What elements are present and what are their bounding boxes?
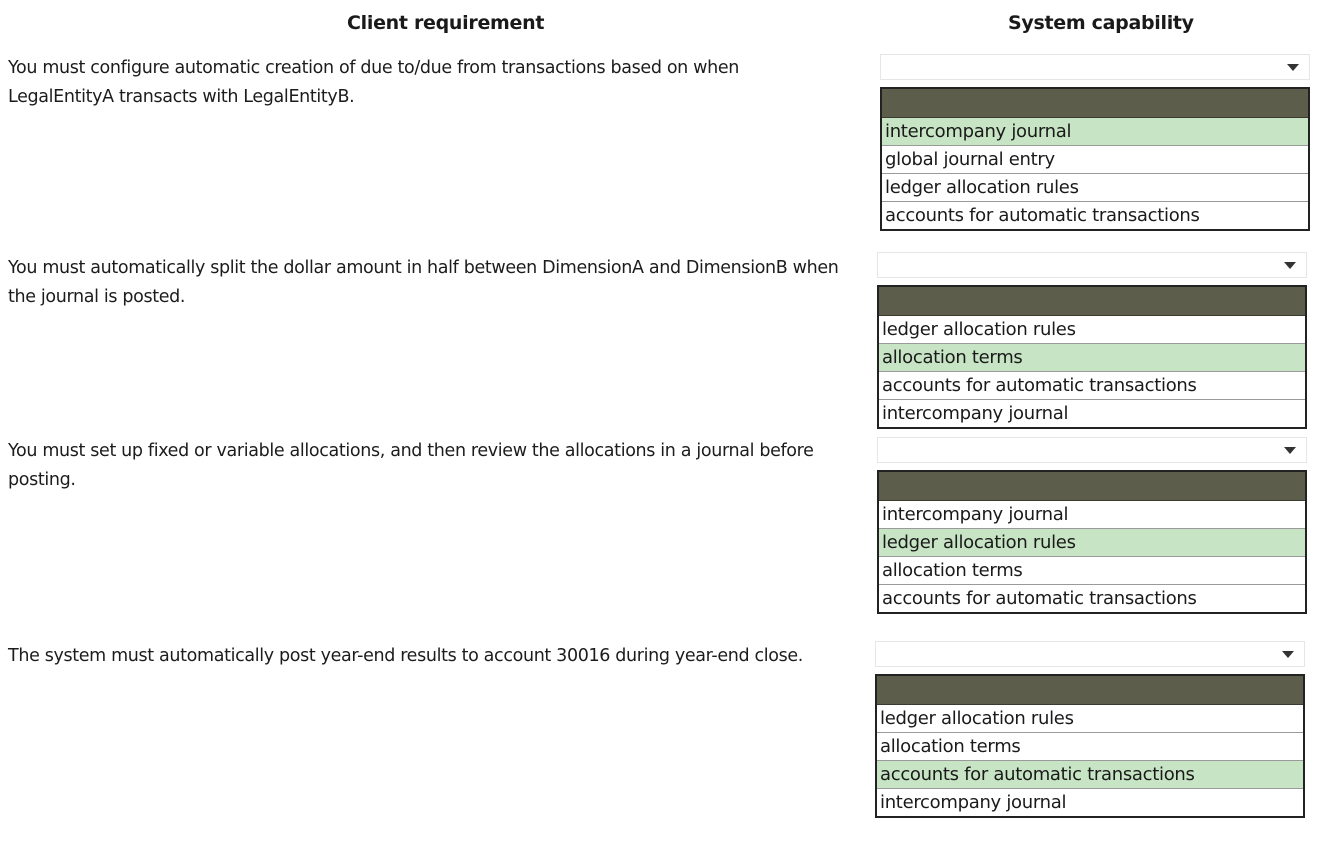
dropdown-select-box[interactable] <box>877 437 1307 463</box>
dropdown-option[interactable]: allocation terms <box>879 557 1305 585</box>
chevron-down-icon[interactable] <box>1284 447 1296 454</box>
capability-dropdown[interactable] <box>877 252 1307 429</box>
dropdown-option[interactable]: ledger allocation rules <box>882 174 1308 202</box>
dropdown-list-header <box>879 287 1305 316</box>
system-capability-header: System capability <box>1008 12 1194 34</box>
dropdown-select-box[interactable] <box>877 252 1307 278</box>
dropdown-list-header <box>879 472 1305 501</box>
dropdown-option[interactable]: intercompany journal <box>880 792 1067 813</box>
capability-dropdown[interactable] <box>880 54 1310 231</box>
client-requirement-header: Client requirement <box>347 12 545 34</box>
dropdown-option[interactable]: allocation terms <box>879 344 1305 372</box>
dropdown-option[interactable]: intercompany journal <box>879 501 1305 529</box>
dropdown-option[interactable]: accounts for automatic transactions <box>877 761 1303 789</box>
dropdown-option[interactable]: intercompany journal <box>882 118 1308 146</box>
dropdown-option[interactable]: intercompany journal <box>882 403 1069 424</box>
requirement-text: You must configure automatic creation of due to/due from transactions based on when LegalEntityA transacts with LegalEntityB. <box>8 58 739 107</box>
requirement-text: You must set up fixed or variable allocations, and then review the allocations in a journal before posting. <box>8 441 814 490</box>
chevron-down-icon[interactable] <box>1287 64 1299 71</box>
dropdown-list-header <box>882 89 1308 118</box>
dropdown-select-box[interactable] <box>880 54 1310 80</box>
dropdown-option[interactable]: global journal entry <box>882 146 1308 174</box>
requirement-text: You must automatically split the dollar amount in half between DimensionA and DimensionB when the journal is posted. <box>8 258 839 307</box>
dropdown-option[interactable]: accounts for automatic transactions <box>885 205 1200 226</box>
dropdown-option[interactable]: ledger allocation rules <box>879 316 1305 344</box>
dropdown-option-list <box>875 674 1305 818</box>
dropdown-option-list <box>877 285 1307 429</box>
requirement-text: The system must automatically post year-end results to account 30016 during year-end close. <box>8 646 804 666</box>
dropdown-option[interactable]: accounts for automatic transactions <box>879 372 1305 400</box>
dropdown-option[interactable]: ledger allocation rules <box>877 705 1303 733</box>
dropdown-list-header <box>877 676 1303 705</box>
dropdown-option[interactable]: ledger allocation rules <box>879 529 1305 557</box>
dropdown-select-box[interactable] <box>875 641 1305 667</box>
chevron-down-icon[interactable] <box>1284 262 1296 269</box>
chevron-down-icon[interactable] <box>1282 651 1294 658</box>
dropdown-option[interactable]: accounts for automatic transactions <box>882 588 1197 609</box>
capability-dropdown[interactable] <box>875 641 1305 818</box>
dropdown-option[interactable]: allocation terms <box>877 733 1303 761</box>
dropdown-option-list <box>877 470 1307 614</box>
capability-dropdown[interactable] <box>877 437 1307 614</box>
dropdown-option-list <box>880 87 1310 231</box>
